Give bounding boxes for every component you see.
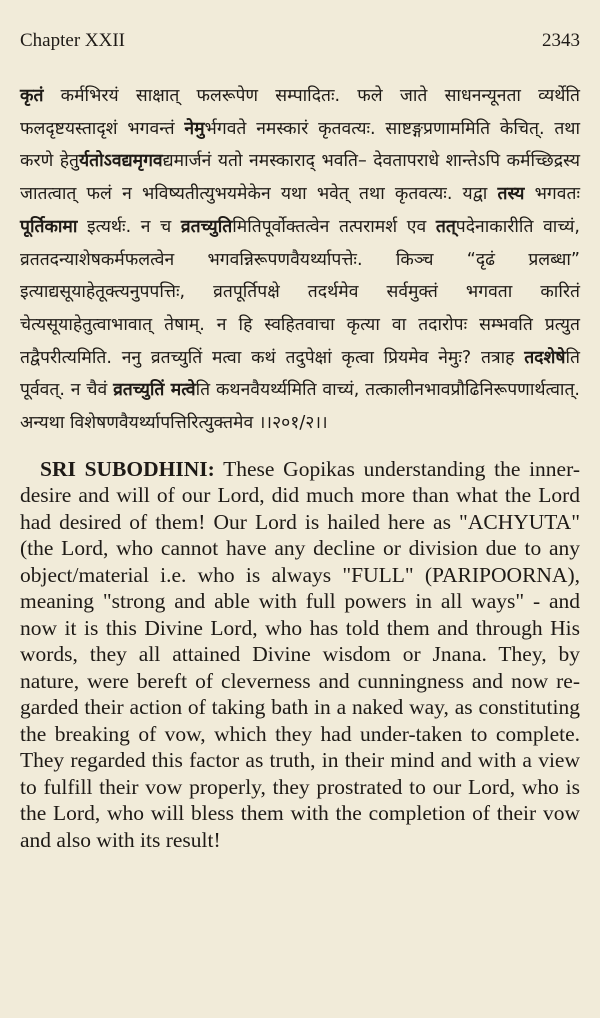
english-commentary [20, 456, 580, 854]
sanskrit-term: तदशेषे [524, 347, 566, 368]
sanskrit-term: नेमु [184, 118, 205, 139]
sanskrit-text: कर्मभिरयं साक्षात् फलरूपेण सम्पादितः. फले जाते साधनन्यूनता व्यर्थेति फलदृष्टयस्तादृशं भगवन्तं [20, 86, 580, 139]
sanskrit-term: तस्य [497, 184, 525, 205]
sanskrit-commentary [20, 80, 580, 440]
commentary-body: These Gopikas understanding the inner-desire and will of our Lord, did much more than what the Lord had desired of them! Our Lord is hailed here as "ACHYUTA" (the Lord, who cannot have any decline or division due to any object/material i.e. who is always "FULL" (PARIPOORNA), meaning "strong and able with full powers in all ways" - and now it is this Divine Lord, who has told them and through His words, they all attained Divine wisdom or Jnana. They, by nature, were bereft of cleverness and cunningness and now re-garded their action of taking bath in a naked way, as constituting the breaking of vow, which they had under-taken to complete. They regarded this factor as truth, in their mind and with a view to fulfill their vow properly, they prostrated to our Lord, who is the Lord, who will bless them with the completion of their vow and also with its result! [20, 456, 580, 852]
sanskrit-text: द्यमार्जनं यतो नमस्काराद् भवति– देवतापराधे शान्तेऽपि कर्मच्छिद्रस्य जातत्वात् फलं न भविष्यतीत्युभयमेकेन यथा भवेत् तथा कृतवत्यः. यद्वा [20, 151, 580, 205]
sanskrit-text: मितिपूर्वोक्तत्वेन तत्परामर्श एव [232, 216, 436, 237]
sanskrit-text: पदेनाकारीति वाच्यं, व्रततदन्याशेषकर्मफलत्वेन भगवन्निरूपणवैयर्थ्यापत्तेः. किञ्च “दृढं प्रलब्धा” इत्याद्यसूयाहेतूक्त्यनुपपत्तिः, व्रतपूर्तिपक्षे तदर्थमेव सर्वमुक्तं भगवता कारितं चेत्यसूयाहेतुत्वाभावात् तेषाम्. न हि स्वहितवाचा कृत्या वा तदारोपः सम्भवति प्रत्युत तद्वैपरीत्यमिति. ननु व्रतच्युतिं मत्वा कथं तदुपेक्षां कृत्वा प्रियमेव नेमुः? तत्राह [20, 216, 580, 368]
sanskrit-term: पूर्तिकामा [20, 216, 78, 237]
sanskrit-text: भगवतः [524, 184, 580, 205]
sanskrit-text: ति पूर्ववत्. न चैवं [20, 347, 580, 401]
sanskrit-term: व्रतच्युति [180, 216, 233, 237]
sanskrit-text: इत्यर्थः. न च [77, 216, 181, 237]
page-number: 2343 [542, 30, 580, 51]
sanskrit-text: ति कथनवैयर्थ्यमिति वाच्यं, तत्कालीनभावप्रौढिनिरूपणार्थत्वात्. अन्यथा विशेषणवैयर्थ्यापत्तिरित्युक्तमेव ।।२०१/२।। [20, 380, 580, 434]
sanskrit-term: र्यतोऽवद्यमृगव [79, 151, 163, 172]
sanskrit-term: व्रतच्युतिं मत्वे [113, 380, 196, 401]
sanskrit-term: कृतं [20, 86, 44, 106]
commentary-lead: SRI SUBODHINI: [40, 456, 215, 481]
page-header [20, 30, 580, 62]
sanskrit-term: तत् [435, 216, 456, 237]
sanskrit-text: र्भगवते नमस्कारं कृतवत्यः. साष्टङ्गप्रणाममिति केचित्. तथा करणे हेतु [20, 118, 581, 172]
chapter-title: Chapter XXII [20, 30, 125, 51]
